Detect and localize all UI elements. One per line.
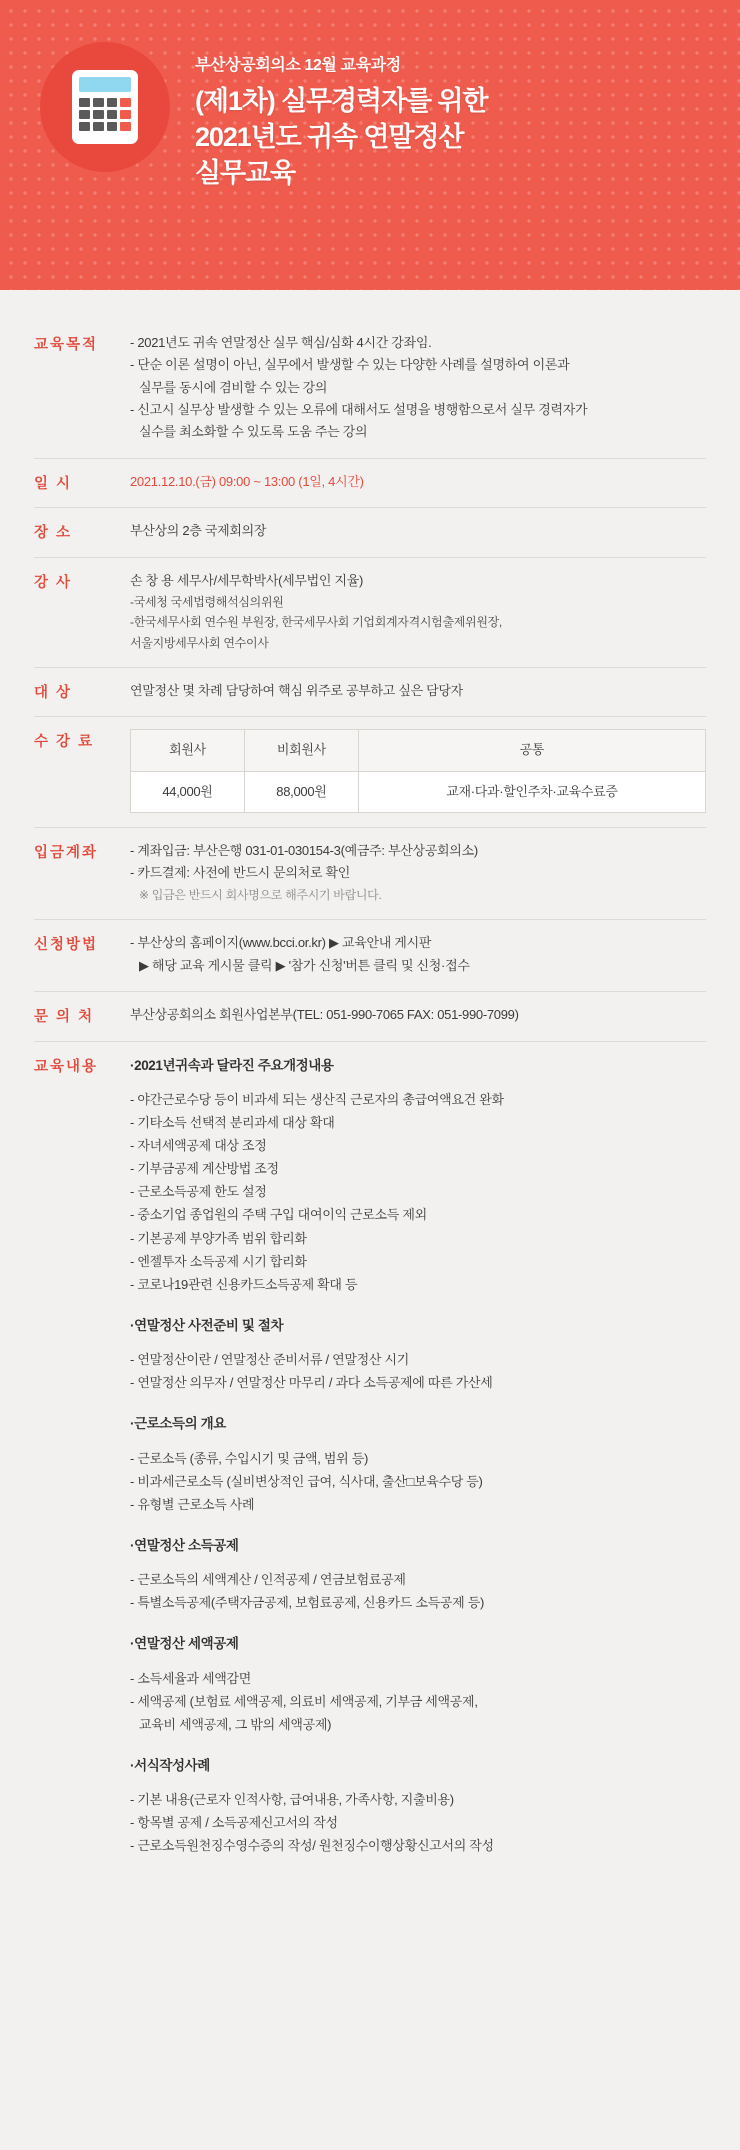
curriculum-group-items (130, 1348, 706, 1394)
curriculum-item: - 코로나19관련 신용카드소득공제 확대 등 (130, 1276, 358, 1292)
poster-body (0, 290, 740, 1912)
curriculum-item: - 항목별 공제 / 소득공제신고서의 작성 (130, 1815, 338, 1831)
label-datetime: 일 시 (34, 475, 73, 492)
curriculum-item: - 연말정산이란 / 연말정산 준비서류 / 연말정산 시기 (130, 1352, 409, 1368)
curriculum-group-title: ·연말정산 소득공제 (130, 1537, 239, 1553)
calculator-badge (40, 42, 170, 172)
fee-table-header-row (131, 730, 706, 771)
purpose-line-2: - 단순 이론 설명이 아닌, 실무에서 발생할 수 있는 다양한 사례를 설명하여 이론과 (130, 357, 570, 373)
label-place: 장 소 (34, 525, 73, 542)
curriculum-item: - 근로소득원천징수영수증의 작성/ 원천징수이행상황신고서의 작성 (130, 1838, 494, 1854)
apply-line-1[interactable]: - 부산상의 홈페이지(www.bcci.or.kr) ▶ 교육안내 게시판 (130, 935, 432, 951)
purpose-line-5: 실수를 최소화할 수 있도록 도움 주는 강의 (139, 424, 368, 440)
curriculum-group-title: ·연말정산 세액공제 (130, 1636, 239, 1652)
instructor-credential-1: -국세청 국세법령해석심의위원 (130, 594, 284, 609)
curriculum-item: - 엔젤투자 소득공제 시기 합리화 (130, 1253, 307, 1269)
curriculum-item: - 근로소득공제 한도 설정 (130, 1184, 267, 1200)
calculator-keys (79, 98, 131, 131)
value-curriculum (130, 1054, 706, 1858)
curriculum-item: - 소득세율과 세액감면 (130, 1670, 251, 1686)
value-target: 연말정산 몇 차례 담당하여 핵심 위주로 공부하고 싶은 담당자 (130, 683, 463, 699)
label-fee: 수 강 료 (34, 734, 95, 751)
poster-header (0, 0, 740, 290)
account-line-2: - 카드결제: 사전에 반드시 문의처로 확인 (130, 865, 351, 881)
fee-col-nonmember: 비회원사 (244, 730, 358, 771)
fee-table (130, 729, 706, 813)
purpose-line-1: - 2021년도 귀속 연말정산 실무 핵심/심화 4시간 강좌임. (130, 335, 432, 350)
row-contact (34, 992, 706, 1041)
curriculum-group-items (130, 1088, 706, 1296)
account-line-1: - 계좌입금: 부산은행 031-01-030154-3(예금주: 부산상공회의소) (130, 843, 478, 859)
curriculum-item: - 특별소득공제(주택자금공제, 보험료공제, 신용카드 소득공제 등) (130, 1595, 484, 1611)
row-purpose (34, 320, 706, 459)
value-purpose (130, 332, 706, 444)
fee-value-common: 교재·다과·할인주차·교육수료증 (358, 771, 705, 812)
value-datetime: 2021.12.10.(금) 09:00 ~ 13:00 (1일, 4시간) (130, 473, 364, 489)
header-title-line-1: (제1차) 실무경력자를 위한 (195, 86, 488, 116)
curriculum-item: - 야간근로수당 등이 비과세 되는 생산직 근로자의 총급여액요건 완화 (130, 1091, 504, 1107)
curriculum-item: - 세액공제 (보험료 세액공제, 의료비 세액공제, 기부금 세액공제, (130, 1693, 478, 1709)
header-title (195, 84, 700, 192)
label-account: 입금계좌 (34, 845, 99, 862)
header-title-line-3: 실무교육 (195, 157, 295, 188)
value-fee (130, 729, 706, 813)
curriculum-group-items (130, 1788, 706, 1857)
fee-table-value-row (131, 771, 706, 812)
fee-col-member: 회원사 (131, 730, 245, 771)
curriculum-item: - 기본공제 부양가족 범위 합리화 (130, 1230, 307, 1246)
label-apply: 신청방법 (34, 937, 99, 954)
header-text-block (195, 40, 700, 192)
curriculum-item: - 기부금공제 계산방법 조정 (130, 1161, 279, 1177)
curriculum-item: - 중소기업 종업원의 주택 구입 대여이익 근로소득 제외 (130, 1207, 427, 1223)
label-curriculum: 교육내용 (34, 1058, 99, 1075)
fee-value-member: 44,000원 (131, 771, 245, 812)
value-instructor (130, 570, 706, 654)
curriculum-group-title: ·연말정산 사전준비 및 절차 (130, 1317, 284, 1333)
curriculum-group-title: ·서식작성사례 (130, 1758, 210, 1774)
calculator-icon (72, 70, 138, 144)
label-target: 대 상 (34, 685, 73, 702)
row-target (34, 668, 706, 717)
row-place (34, 508, 706, 557)
curriculum-item: - 근로소득의 세액계산 / 인적공제 / 연금보험료공제 (130, 1572, 406, 1588)
fee-col-common: 공통 (358, 730, 705, 771)
row-datetime (34, 459, 706, 508)
instructor-credential-2: -한국세무사회 연수원 부원장, 한국세무사회 기업회계자격시험출제위원장, (130, 615, 502, 630)
value-account (130, 840, 706, 905)
curriculum-item: - 유형별 근로소득 사례 (130, 1496, 255, 1512)
label-purpose: 교육목적 (34, 337, 99, 353)
instructor-credential-3: 서울지방세무사회 연수이사 (130, 635, 269, 650)
curriculum-item: - 근로소득 (종류, 수입시기 및 금액, 범위 등) (130, 1450, 369, 1466)
instructor-name: 손 창 용 세무사/세무학박사(세무법인 지율) (130, 572, 364, 588)
purpose-line-4: - 신고시 실무상 발생할 수 있는 오류에 대해서도 설명을 병행함으로서 실무 경력자가 (130, 402, 588, 418)
apply-line-2: ▶ 해당 교육 게시물 클릭 ▶ '참가 신청'버튼 클릭 및 신청·접수 (139, 957, 470, 973)
fee-value-nonmember: 88,000원 (244, 771, 358, 812)
label-instructor: 강 사 (34, 574, 73, 591)
curriculum-item: - 연말정산 의무자 / 연말정산 마무리 / 과다 소득공제에 따른 가산세 (130, 1375, 493, 1391)
value-apply (130, 932, 706, 977)
calculator-screen (79, 77, 131, 92)
curriculum-item: 교육비 세액공제, 그 밖의 세액공제) (139, 1716, 332, 1732)
label-contact: 문 의 처 (34, 1009, 95, 1026)
account-note: ※ 입금은 반드시 회사명으로 해주시기 바랍니다. (139, 887, 382, 902)
curriculum-group-items (130, 1447, 706, 1516)
curriculum-item: - 비과세근로소득 (실비변상적인 급여, 식사대, 출산□보육수당 등) (130, 1473, 483, 1489)
curriculum-group-title: ·근로소득의 개요 (130, 1416, 226, 1432)
header-kicker: 부산상공회의소 12월 교육과정 (195, 57, 401, 74)
curriculum-group-items (130, 1568, 706, 1614)
row-curriculum (34, 1042, 706, 1872)
curriculum-group-items (130, 1667, 706, 1736)
row-instructor (34, 558, 706, 669)
value-contact: 부산상공회의소 회원사업본부(TEL: 051-990-7065 FAX: 051-990-7099) (130, 1007, 519, 1023)
curriculum-group-title: ·2021년귀속과 달라진 주요개정내용 (130, 1057, 334, 1073)
curriculum-item: - 기타소득 선택적 분리과세 대상 확대 (130, 1114, 335, 1130)
row-account (34, 828, 706, 920)
row-fee (34, 717, 706, 828)
curriculum-item: - 자녀세액공제 대상 조정 (130, 1138, 267, 1154)
row-apply (34, 920, 706, 992)
curriculum-item: - 기본 내용(근로자 인적사항, 급여내용, 가족사항, 지출비용) (130, 1792, 454, 1808)
header-title-line-2: 2021년도 귀속 연말정산 (195, 121, 464, 152)
value-place: 부산상의 2층 국제회의장 (130, 523, 267, 539)
purpose-line-3: 실무를 동시에 겸비할 수 있는 강의 (139, 379, 328, 395)
